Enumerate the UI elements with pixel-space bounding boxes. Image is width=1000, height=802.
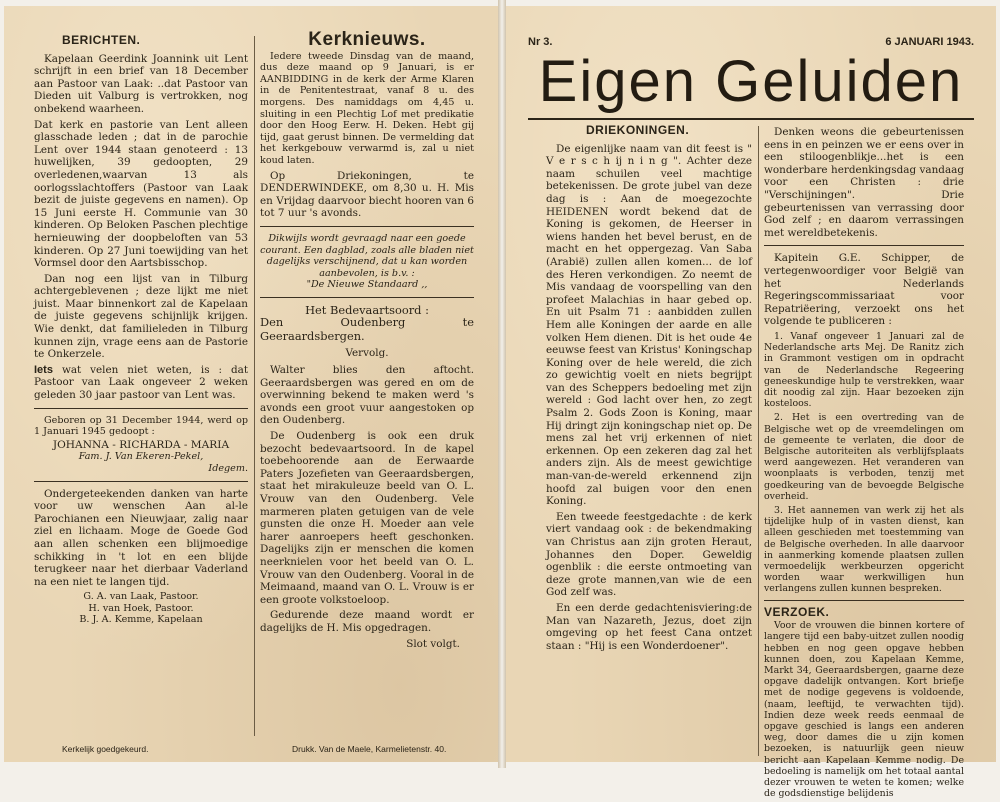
masthead-title: Eigen Geluiden xyxy=(538,49,964,114)
berichten-lead: Iets xyxy=(34,363,53,376)
schipper-item: 1. Vanaf ongeveer 1 Januari zal de Nederlandsche arts Mej. De Ranitz zich in Grammont vestigen om in opdracht van de Nederlandsche Regeering geneeskundige hulp te verstrekken, waar dit noodig zal zijn. Haar bezoeken zijn kosteloos. xyxy=(764,330,964,410)
divider xyxy=(34,408,248,409)
slot-volgt-label: Slot volgt. xyxy=(406,637,460,650)
divider xyxy=(260,297,474,298)
footer-approval: Kerkelijk goedgekeurd. xyxy=(62,744,149,754)
kerknieuws-paragraph: Iedere tweede Dinsdag van de maand, dus deze maand op 9 Januari, is er AANBIDDING in de kerk der Arme Klaren in de Penitentestraat, vanaf 8 u. des morgens. Des namiddags om 4,45 u. sluiting in een Plechtig Lof met predikatie door den Hoog Eerw. H. Deken. Hebt gij tijd, gaat gerust binnen. De vermelding dat het kerkgebouw verwarmd is, zal u niet koud laten. xyxy=(260,50,474,166)
divider xyxy=(260,226,474,227)
reflection-paragraph: Denken weons die gebeurtenissen eens in en peinzen we er eens over in een stiloogenblikje...het is een wonderbare herdenkingsdag vandaag voor een Christen : drie "Verschijningen". Drie gebeurtenissen van verrassing door God zelf ; en daarom verrassingen met wereldbetekenis. xyxy=(764,126,964,239)
berichten-paragraph: Dat kerk en pastorie van Lent alleen glasschade leden ; dat in de parochie Lent over 1944 staan genoteerd : 13 huwelijken, 39 gedoopten, 29 overledenen,waarvan 13 als oorlogsslachtoffers (Pastoor van Laak bezit de juiste gegevens en namen). Op 15 Juni eerste H. Communie van 30 kinderen. Op Beloken Paschen plechtige hernieuwing der doopbeloften van 53 kinderen. Op 27 Juni toewijding van het Vormsel door den Aartsbisschop. xyxy=(34,118,248,270)
kerknieuws-paragraph: Op Driekoningen, te DENDERWINDEKE, om 8,30 u. H. Mis en Vrijdag daarvoor biecht hooren van 6 tot 7 uur 's avonds. xyxy=(260,169,474,220)
masthead-rule xyxy=(528,118,974,120)
birth-notice: Geboren op 31 December 1944, werd op 1 Januari 1945 gedoopt : xyxy=(34,414,248,438)
berichten-paragraph: Kapelaan Geerdink Joannink uit Lent schrijft in een brief van 18 December aan Pastoor van Laak: ..dat Pastoor van Dieden uit Valburg is vertrokken, nog onbekend waarheen. xyxy=(34,52,248,115)
berichten-text: wat velen niet weten, is : dat Pastoor van Laak ongeveer 2 weken geleden 30 jaar pastoor van Lent was. xyxy=(34,363,248,402)
issue-date: 6 JANUARI 1943. xyxy=(885,36,974,48)
newspaper-name: "De Nieuwe Standaard ,, xyxy=(306,279,428,291)
bedevaart-paragraph: Gedurende deze maand wordt er dagelijks de H. Mis opgedragen. xyxy=(260,609,474,634)
masthead-meta xyxy=(528,36,974,48)
divider xyxy=(764,600,964,601)
bedevaart-heading: Het Bedevaartsoord : xyxy=(305,302,429,317)
verzoek-text: Voor de vrouwen die binnen kortere of langere tijd een baby-uitzet zullen noodig hebben en nog geen opgave hebben kunnen doen, zou Kapelaan Kemme, Markt 34, Geeraardsbergen, gaarne deze opgave dadelijk ontvangen. Kort briefje met de nodige gegevens is voldoende, (naam, leeftijd, te verwachten tijd). Indien deze week reeds eenmaal de opgave geschied is langs een anderen weg, door dames die u zijn komen bezoeken, is natuurlijk geen nieuw bericht aan Kapelaan Kemme nodig. De bedoeling is namelijk om het totaal aantal dezer vrouwen te weten te komen; welke de godsdienstige belijdenis xyxy=(764,620,964,800)
right-column xyxy=(764,126,964,802)
driekoningen-heading: DRIEKONINGEN. xyxy=(586,123,690,137)
issue-number: Nr 3. xyxy=(528,36,553,48)
driekoningen-paragraph: De eigenlijke naam van dit feest is " V e r s c h ij n i n g ". Achter deze naam schuilen veel machtige betekenissen. De grote jubel van deze dag is : Aan de moegezochte HEIDENEN wordt bekend dat de Koning is gekomen, de Heerser in wiens handen het bevel berust, en de macht en het oppergezag. Van Saba (Arabië) zullen allen komen... de lof des Heren verkondigen. Zo neemt de Mis vandaag de voorspelling van den profeet Malachias in haar gebed op. En uit Psalm 71 : aanbidden zullen Hem alle Koningen der aarde en alle volken Hem dienen. Dit is het oude 4e eeuwse feest van Kristus' Koningschap Koning over de hele wereld, die zich zo gewichtig voelt en niets begrijpt van des Scheppers bedoeling met zijn wereld : God lacht over hen, zo zegt Psalm 2. Gods Zoon is Koning, maar Hij dringt zijn koningschap niet op. De mens zal het vrij erkennen of niet erkennen. Op een zekeren dag zal het anders zijn. Als de meest gewichtige man-van-de-wereld erkennend zijn hoofd zal buigen voor den enen Koning. xyxy=(546,142,752,508)
driekoningen-column xyxy=(546,124,752,655)
berichten-paragraph xyxy=(34,364,248,402)
page-fold xyxy=(498,0,506,768)
berichten-column xyxy=(34,34,248,626)
vervolg-label: Vervolg. xyxy=(345,347,389,360)
signature-line: B. J. A. Kemme, Kapelaan xyxy=(79,614,203,626)
signature-line: H. van Hoek, Pastoor. xyxy=(88,602,194,614)
schipper-item: 2. Het is een overtreding van de Belgische wet op de vreemdelingen om de gemeente te verlaten, die door de Belgische autoriteiten als verblijfsplaats werd aangewezen. Het veranderen van woonplaats is verboden, tenzij met goedkeuring van de bevoegde Belgische overheid. xyxy=(764,412,964,502)
newspaper-notice: Dikwijls wordt gevraagd naar een goede courant. Een dagblad, zoals alle bladen niet dagelijks verschijnend, dat u kan worden aanbevolen, is b.v. : xyxy=(260,232,474,279)
birth-family: Fam. J. Van Ekeren-Pekel, xyxy=(78,451,204,463)
bedevaart-subheading: Den Oudenberg te Geeraardsbergen. xyxy=(260,315,474,343)
kerknieuws-column xyxy=(260,29,474,650)
right-page xyxy=(506,6,996,800)
footer-printer: Drukk. Van de Maele, Karmelietenstr. 40. xyxy=(292,744,447,754)
birth-place: Idegem. xyxy=(208,463,248,474)
column-divider xyxy=(758,126,759,756)
divider xyxy=(764,245,964,246)
verzoek-heading: VERZOEK. xyxy=(764,604,830,619)
schipper-intro: Kapitein G.E. Schipper, de vertegenwoordiger voor België van het Nederlands Regeringscommissariaat voor Repatriëering, verzoekt ons het volgende te publiceren : xyxy=(764,252,964,328)
column-divider xyxy=(254,36,255,736)
left-page xyxy=(4,6,498,762)
driekoningen-paragraph: En een derde gedachtenisviering:de Man van Nazareth, Jezus, doet zijn omgeving op het feest Cana ontzet staan : "Hij is een Wonderdoener". xyxy=(546,601,752,652)
birth-names: JOHANNA - RICHARDA - MARIA xyxy=(52,438,230,451)
bedevaart-paragraph: De Oudenberg is ook een druk bezocht bedevaartsoord. In de kapel toebehoorende aan de Eerwaarde Paters Jozefieten van Geeraardsbergen, staat het mirakuleuze beeld van O. L. Vrouw van den Oudenberg. Vele marmeren platen getuigen van de vele gunsten die onze H. Moeder aan vele harer aanroepers heeft geschonken. Dagelijks zijn er menschen die komen neerknielen voor het beeld van O. L. Vrouw van den Oudenberg. Vooral in de Meimaand, maand van O. L. Vrouw is er een groote volkstoeloop. xyxy=(260,430,474,606)
driekoningen-paragraph: Een tweede feestgedachte : de kerk viert vandaag ook : de bekendmaking van Christus aan zijn groten Heraut, Johannes den Doper. Geweldig ogenblik : die eerste ontmoeting van deze grote mannen,van wie de een God zelf was. xyxy=(546,510,752,599)
bedevaart-paragraph: Walter blies den aftocht. Geeraardsbergen was gered en om de overwinning bekend te maken werd 's avonds een groot vuur aangestoken op den Oudenberg. xyxy=(260,364,474,427)
berichten-paragraph: Dan nog een lijst van in Tilburg achtergeblevenen ; deze lijkt me niet juist. Maar binnenkort zal de Kapelaan de juiste gegevens schijnlijk krijgen. Wie denkt, dat familieleden in Tilburg kunnen zijn, vrage eens aan de Pastorie te Onkerzele. xyxy=(34,272,248,361)
divider xyxy=(34,481,248,482)
signature-line: G. A. van Laak, Pastoor. xyxy=(83,591,199,603)
kerknieuws-heading: Kerknieuws. xyxy=(308,29,426,50)
berichten-heading: BERICHTEN. xyxy=(62,33,141,47)
schipper-item: 3. Het aannemen van werk zij het als tijdelijke hulp of in vasten dienst, kan alleen geschieden met toestemming van de Belgische overheden. In alle daarvoor in aanmerking komende plaatsen zullen vermoedelijk werkbeurzen opgericht worden waar werkwilligen hun verlangens zullen kunnen bespreken. xyxy=(764,504,964,595)
thanks-paragraph: Ondergeteekenden danken van harte voor uw wenschen Aan al-le Parochianen een Nieuwjaar, zalig naar ziel en lichaam. Moge de Goede God aan allen schenken een blijmoedige schikking in 't lot en een blijde terugkeer naar het dierbaar Vaderland na een niet te langen tijd. xyxy=(34,487,248,588)
